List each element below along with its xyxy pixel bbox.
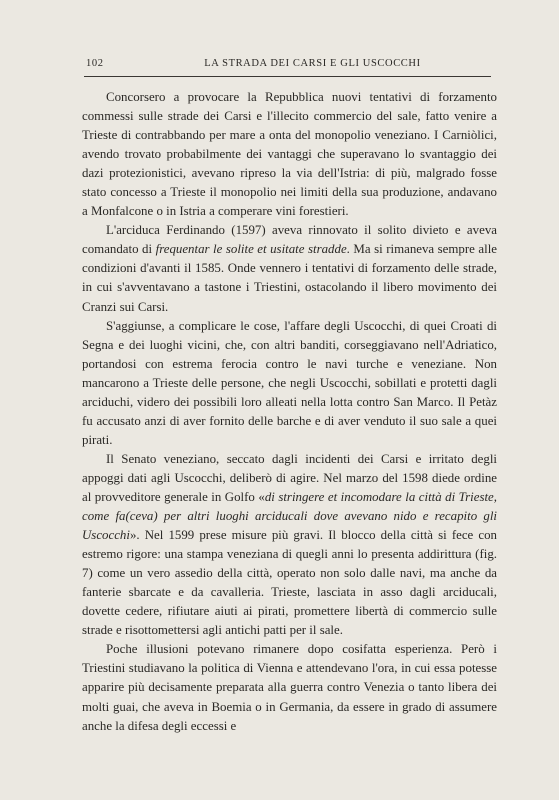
italic-quotation: di stringere et incomodare la città di Trieste, come fa(ceva) per altri luoghi arciducali dove avevano nido e recapito gli Uscocchi [82,489,497,543]
paragraph-text: Poche illusioni potevano rimanere dopo cosifatta esperienza. Però i Triestini studiavano la politica di Vienna e attendevano l'ora, in cui essa potesse apparire più decisamente preparata alla guerra contro Venezia o tanto libera dei molti guai, che aveva in Boemia o in Germania, da essere in grado di assumere anche la difesa degli eccessi e [82,642,497,733]
paragraph-text: S'aggiunse, a complicare le cose, l'affare degli Uscocchi, di quei Croati di Segna e dei luoghi vicini, che, con altri banditi, corseggiavano nell'Adriatico, portandosi con estrema ferocia contro le navi turche e veneziane. Non mancarono a Trieste delle persone, che negli Uscocchi, sobillati e protetti dagli arciduchi, videro dei possibili loro alleati nella lotta contro San Marco. Il Petàz fu accusato anzi di aver fornito delle barche e di aver venduto il suo sale a quei pirati. [82,318,497,447]
paragraph-text: L'arciduca Ferdinando (1597) aveva rinnovato il solito divieto e aveva comandato di [82,223,497,257]
paragraph [82,640,497,735]
paragraph [82,88,497,221]
running-title: LA STRADA DEI CARSI E GLI USCOCCHI [204,58,421,69]
paragraph-text: Concorsero a provocare la Repubblica nuovi tentativi di forzamento commessi sulle strade dei Carsi e l'illecito commercio del sale, fatto venire a Trieste di contrabbando per mare a onta del monopolio veneziano. I Carniòlici, avendo trovato probabilmente dei vantaggi che superavano lo svantaggio dei dazi protezionistici, avevano ripreso la via dell'Istria: di più, malgrado fosse stato concesso a Trieste il monopolio nei limiti della sua produzione, andavano a Monfalcone o in Istria a comperare vini forestieri. [82,90,497,219]
header-rule [84,76,491,77]
paragraph-text: ». Nel 1599 prese misure più gravi. Il blocco della città si fece con estremo rigore: una stampa veneziana di quegli anni lo presenta addirittura (fig. 7) come un vero assedio della città, operato non solo dalle navi, ma anche da fanterie sbarcate e da cavalleria. Trieste, lasciata in asso dagli arciducali, dovette cedere, rifiutare aiuti ai pirati, promettere libertà di commercio sulle strade e risottomettersi agli antichi patti per il sale. [82,528,497,638]
italic-quotation: frequentar le solite et usitate stradde [155,242,347,257]
paragraph [82,221,497,316]
page-number: 102 [86,58,104,69]
paragraph [82,450,497,640]
paragraph-text: . Ma si rimaneva sempre alle condizioni d'avanti il 1585. Onde vennero i tentativi di forzamento delle strade, in cui s'avventavano a tastone i Triestini, ostacolando il libero movimento dei Cranzi sui Carsi. [82,242,498,314]
paragraph [82,317,497,450]
paragraph-text: Il Senato veneziano, seccato dagli incidenti dei Carsi e irritato degli appoggi dati agli Uscocchi, deliberò di agire. Nel marzo del 1598 diede ordine al provveditore generale in Golfo « [82,451,497,504]
body-text [82,88,497,736]
page-header [86,58,489,78]
